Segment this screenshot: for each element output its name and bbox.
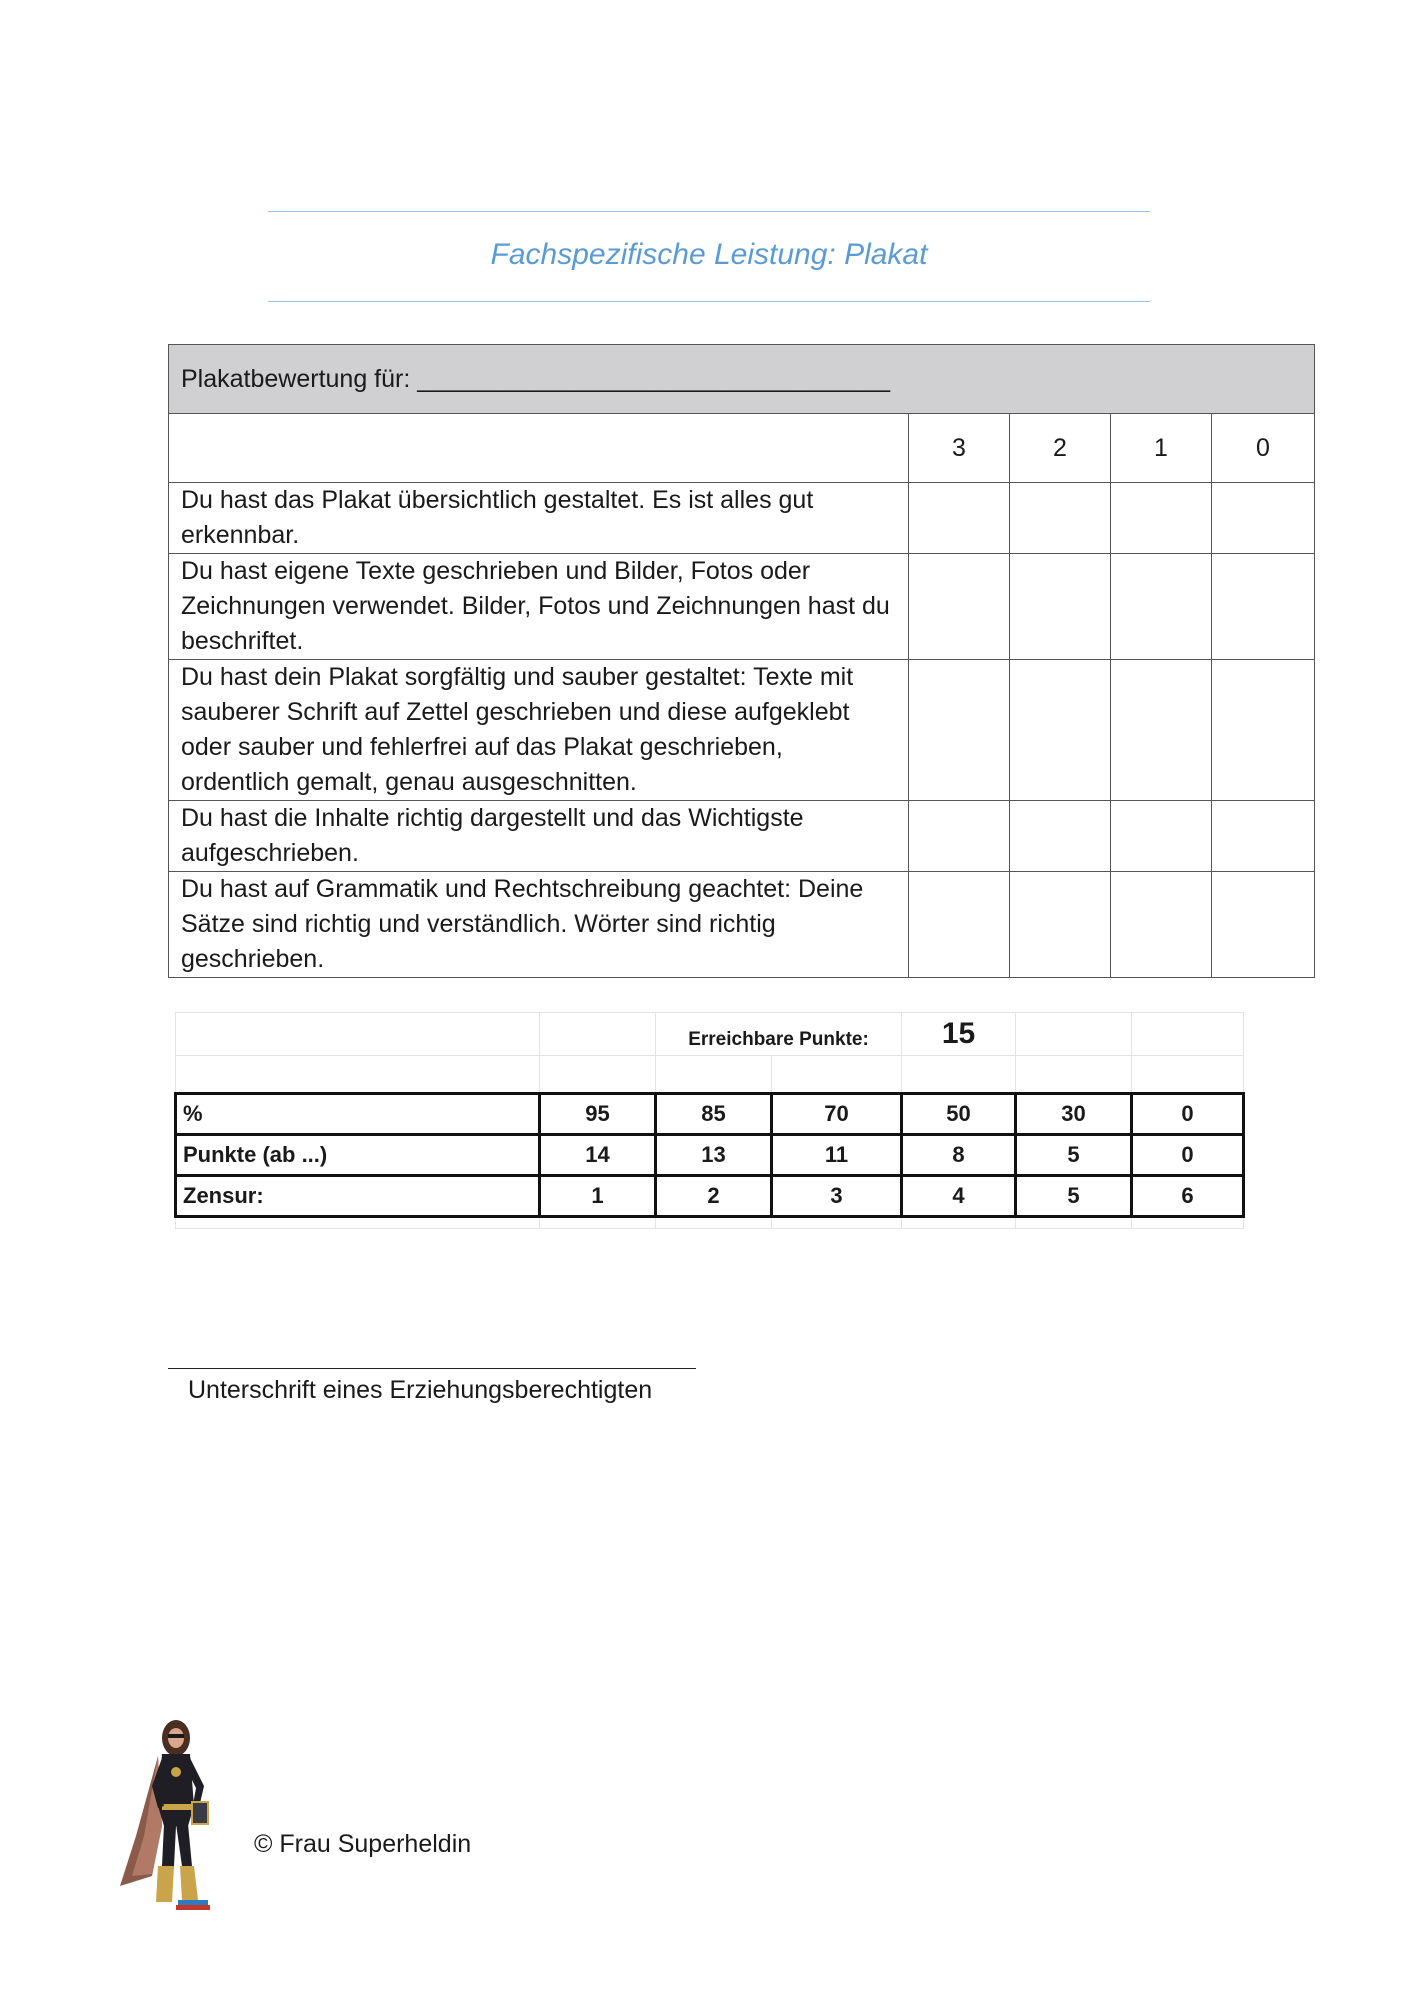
signature-label: Unterschrift eines Erziehungsberechtigten bbox=[188, 1376, 653, 1404]
score-cell bbox=[1010, 554, 1111, 660]
grading-cell: 8 bbox=[902, 1135, 1016, 1176]
grading-spacer-row bbox=[176, 1056, 1244, 1094]
grading-cell: 4 bbox=[902, 1176, 1016, 1217]
score-cell bbox=[909, 483, 1010, 554]
score-cell bbox=[1111, 801, 1212, 872]
rubric-corner-cell bbox=[169, 414, 909, 483]
grading-cell: 2 bbox=[656, 1176, 772, 1217]
score-cell bbox=[1111, 554, 1212, 660]
score-cell bbox=[1111, 660, 1212, 801]
grading-cell: 95 bbox=[540, 1094, 656, 1135]
scale-header-0: 0 bbox=[1212, 414, 1315, 483]
grading-cell: 5 bbox=[1016, 1176, 1132, 1217]
score-cell bbox=[1010, 483, 1111, 554]
grading-cell: 70 bbox=[772, 1094, 902, 1135]
score-cell bbox=[1212, 872, 1315, 978]
criterion-row bbox=[169, 872, 1315, 978]
score-cell bbox=[1111, 483, 1212, 554]
grading-cell: 30 bbox=[1016, 1094, 1132, 1135]
grading-tail-row bbox=[176, 1217, 1244, 1229]
signature-line bbox=[168, 1368, 696, 1369]
rubric-header-label: Plakatbewertung für: __________________________________ bbox=[169, 345, 1315, 414]
scale-header-3: 3 bbox=[909, 414, 1010, 483]
grading-cell: 3 bbox=[772, 1176, 902, 1217]
score-cell bbox=[1010, 660, 1111, 801]
grading-cell: 13 bbox=[656, 1135, 772, 1176]
max-points-label: Erreichbare Punkte: bbox=[656, 1013, 902, 1056]
grading-cell: 0 bbox=[1132, 1094, 1244, 1135]
score-cell bbox=[1212, 660, 1315, 801]
grading-points-row bbox=[176, 1135, 1244, 1176]
score-cell bbox=[909, 872, 1010, 978]
score-cell bbox=[1111, 872, 1212, 978]
rubric-header-row bbox=[169, 345, 1315, 414]
grading-row-label: Punkte (ab ...) bbox=[176, 1135, 540, 1176]
superheroine-illustration-icon bbox=[118, 1716, 230, 1912]
score-cell bbox=[1212, 483, 1315, 554]
grading-cell: 11 bbox=[772, 1135, 902, 1176]
score-cell bbox=[909, 801, 1010, 872]
score-cell bbox=[909, 554, 1010, 660]
score-cell bbox=[1010, 801, 1111, 872]
grading-cell: 85 bbox=[656, 1094, 772, 1135]
scale-header-2: 2 bbox=[1010, 414, 1111, 483]
grading-cell: 14 bbox=[540, 1135, 656, 1176]
grading-max-row bbox=[176, 1013, 1244, 1056]
scale-header-1: 1 bbox=[1111, 414, 1212, 483]
title-rule-top bbox=[268, 211, 1150, 212]
grading-row-label: Zensur: bbox=[176, 1176, 540, 1217]
rubric-table bbox=[168, 344, 1315, 978]
criterion-text: Du hast eigene Texte geschrieben und Bilder, Fotos oder Zeichnungen verwendet. Bilder, Fotos und Zeichnungen hast du beschriftet. bbox=[169, 554, 909, 660]
max-points-value: 15 bbox=[902, 1013, 1016, 1056]
grading-cell: 1 bbox=[540, 1176, 656, 1217]
page-title: Fachspezifische Leistung: Plakat bbox=[490, 238, 928, 271]
grading-cell: 6 bbox=[1132, 1176, 1244, 1217]
criterion-row bbox=[169, 554, 1315, 660]
criterion-row bbox=[169, 660, 1315, 801]
title-rule-bottom bbox=[268, 301, 1150, 302]
grading-cell: 0 bbox=[1132, 1135, 1244, 1176]
score-cell bbox=[1212, 801, 1315, 872]
grading-table bbox=[174, 1012, 1245, 1229]
score-cell bbox=[909, 660, 1010, 801]
criterion-text: Du hast die Inhalte richtig dargestellt und das Wichtigste aufgeschrieben. bbox=[169, 801, 909, 872]
score-cell bbox=[1212, 554, 1315, 660]
criterion-text: Du hast dein Plakat sorgfältig und sauber gestaltet: Texte mit sauberer Schrift auf Zettel geschrieben und diese aufgeklebt oder sauber und fehlerfrei auf das Plakat geschrieben, ordentlich gemalt, genau ausgeschnitten. bbox=[169, 660, 909, 801]
grading-grade-row bbox=[176, 1176, 1244, 1217]
criterion-row bbox=[169, 483, 1315, 554]
score-cell bbox=[1010, 872, 1111, 978]
grading-row-label: % bbox=[176, 1094, 540, 1135]
grading-cell: 50 bbox=[902, 1094, 1016, 1135]
grading-percent-row bbox=[176, 1094, 1244, 1135]
criterion-text: Du hast das Plakat übersichtlich gestaltet. Es ist alles gut erkennbar. bbox=[169, 483, 909, 554]
criterion-text: Du hast auf Grammatik und Rechtschreibung geachtet: Deine Sätze sind richtig und verständlich. Wörter sind richtig geschrieben. bbox=[169, 872, 909, 978]
grading-cell: 5 bbox=[1016, 1135, 1132, 1176]
criterion-row bbox=[169, 801, 1315, 872]
copyright-text: © Frau Superheldin bbox=[254, 1830, 472, 1858]
rubric-scale-row bbox=[169, 414, 1315, 483]
